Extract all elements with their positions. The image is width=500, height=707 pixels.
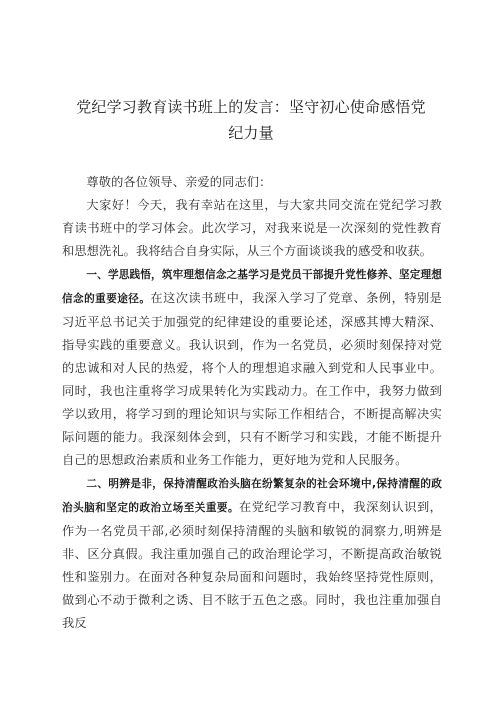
section-paragraph-1 xyxy=(62,263,442,472)
section-heading-1: 一、学思践悟，筑牢理想信念之基学习是党员干部提升党性修养、坚定理想信念的重要途径。 xyxy=(62,269,442,305)
document-title: 党纪学习教育读书班上的发言：坚守初心使命感悟党纪力量 xyxy=(76,98,426,142)
section-paragraph-2 xyxy=(62,472,442,635)
document-body xyxy=(62,171,442,635)
section-heading-2: 二、明辨是非，保持清醒政治头脑在纷繁复杂的社会环境中,保持清醒的政治头脑和坚定的政治立场至关重要。 xyxy=(62,478,442,514)
section-text-1: 在这次读书班中，我深入学习了党章、条例，特别是习近平总书记关于加强党的纪律建设的重要论述，深感其博大精深、指导实践的重要意义。我认识到，作为一名党员，必须时刻保持对党的忠诚和对人民的热爱，将个人的理想追求融入到党和人民事业中。同时，我也注重将学习成果转化为实践动力。在工作中，我努力做到学以致用，将学习到的理论知识与实际工作相结合，不断提高解决实际问题的能力。我深刻体会到，只有不断学习和实践，才能不断提升自己的思想政治素质和业务工作能力，更好地为党和人民服务。 xyxy=(62,291,442,467)
salutation: 尊敬的各位领导、亲爱的同志们： xyxy=(86,175,272,189)
intro-paragraph: 大家好！今天，我有幸站在这里，与大家共同交流在党纪学习教育读书班中的学习体会。此次学习，对我来说是一次深刻的党性教育和思想洗礼。我将结合自身实际，从三个方面谈谈我的感受和收获。 xyxy=(62,198,442,258)
section-text-2: 在党纪学习教育中，我深刻认识到，作为一名党员干部,必须时刻保持清醒的头脑和敏锐的洞察力,明辨是非、区分真假。我注重加强自己的政治理论学习，不断提高政治敏锐性和鉴别力。在面对各种复杂局面和问题时，我始终坚持党性原则，做到心不动于微利之诱、目不眩于五色之惑。同时，我也注重加强自我反 xyxy=(62,500,442,630)
